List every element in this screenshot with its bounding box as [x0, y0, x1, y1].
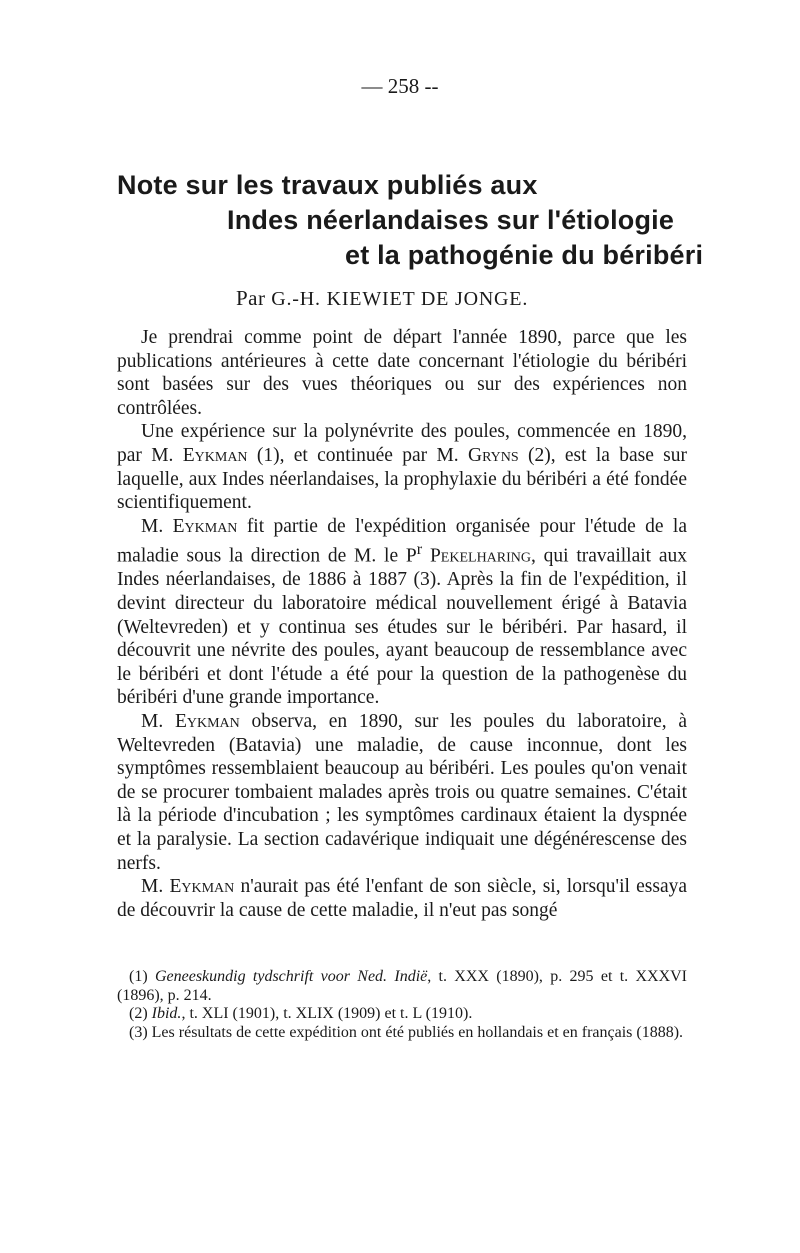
footnote-1 — [117, 968, 687, 1005]
title-line-2: Indes néerlandaises sur l'étiologie — [227, 205, 675, 235]
page-number: — 258 -- — [361, 74, 439, 98]
p4-text-a: M. — [141, 711, 164, 732]
paragraph-5 — [117, 875, 687, 922]
name-eykman: Eykman — [182, 444, 248, 466]
paragraph-3 — [117, 515, 687, 710]
footnote-1-text: , t. XXX (1890), p. 295 et t. XXXVI (1896), p. 214. — [117, 968, 688, 1004]
author-name: G.-H. KIEWIET DE JONGE. — [271, 288, 529, 310]
title-line-1: Note sur les travaux publiés aux — [117, 170, 538, 200]
p2-text-c: (2), est la base sur laquelle, aux Indes néerlandaises, la prophylaxie du béribéri a été fondée scientifiquement. — [117, 444, 688, 514]
footnote-1-number: (1) — [129, 968, 148, 985]
p3-text-a: M. — [141, 515, 164, 537]
name-gryns: Gryns — [468, 444, 519, 466]
p2-text-b: (1), et continuée par M. — [256, 444, 459, 466]
footnote-3-text: Les résultats de cette expédition ont été publiés en hollandais et en français (1888). — [151, 1023, 684, 1041]
p5-text-b: n'aurait pas été l'enfant de son siècle, si, lorsqu'il essaya de découvrir la cause de cette maladie, il n'eut pas songé — [117, 876, 688, 921]
p3-text-b: fit partie de l'expédition organisée pour l'étude de la maladie sous la direction de M. le P — [117, 515, 687, 567]
p3-text-c: , qui travaillait aux Indes néerlandaises, de 1886 à 1887 (3). Après la fin de l'expédition, il devint directeur du laboratoire médical nouvellement érigé à Batavia (Weltevreden) et y continua ses études sur le béribéri. Par hasard, il découvrit une névrite des poules, ayant beaucoup de ressemblance avec le béribéri et dont l'étude a été pour la question de la pathogenèse du béribéri d'une grande importance. — [117, 545, 688, 709]
paragraph-2 — [117, 420, 687, 514]
body-text — [117, 326, 687, 922]
paragraph-4 — [117, 710, 687, 875]
footnote-3 — [117, 1024, 687, 1043]
footnotes — [117, 968, 687, 1042]
title-line-3: et la pathogénie du béribéri — [345, 240, 704, 270]
footnote-2 — [117, 1005, 687, 1024]
footnote-2-ibid: Ibid. — [151, 1005, 182, 1023]
footnote-1-journal: Geneeskundig tydschrift voor Ned. Indië — [154, 968, 428, 985]
paragraph-1: Je prendrai comme point de départ l'année 1890, parce que les publications antérieures à cette date concernant l'étiologie du béribéri sont basées sur des vues théoriques ou sur des expériences non contrôlées. — [117, 327, 687, 419]
p4-text-b: observa, en 1890, sur les poules du laboratoire, à Weltevreden (Batavia) une maladie, de cause inconnue, dont les symptômes ressemblaient beaucoup au béribéri. Les poules qu'on venait de se procurer tombaient malades après trois ou quatre semaines. C'était là la période d'incubation ; les symptômes cardinaux étaient la dyspnée et la paralysie. La section cadavérique indiquait une dégénérescense des nerfs. — [117, 711, 688, 874]
footnote-2-number: (2) — [129, 1005, 148, 1023]
author-line — [236, 286, 528, 311]
name-eykman: Eykman — [174, 711, 240, 732]
p2-text-a: Une expérience sur la polynévrite des poules, commencée en 1890, par M. — [117, 421, 687, 466]
p3-superscript: r — [416, 540, 423, 559]
name-eykman: Eykman — [169, 876, 235, 898]
author-prefix: Par — [236, 286, 266, 310]
p5-text-a: M. — [141, 876, 164, 898]
name-eykman: Eykman — [172, 515, 238, 537]
footnote-2-text: , t. XLI (1901), t. XLIX (1909) et t. L (1910). — [181, 1005, 473, 1023]
name-pekelharing: Pekelharing — [429, 545, 532, 567]
footnote-3-number: (3) — [129, 1023, 148, 1041]
